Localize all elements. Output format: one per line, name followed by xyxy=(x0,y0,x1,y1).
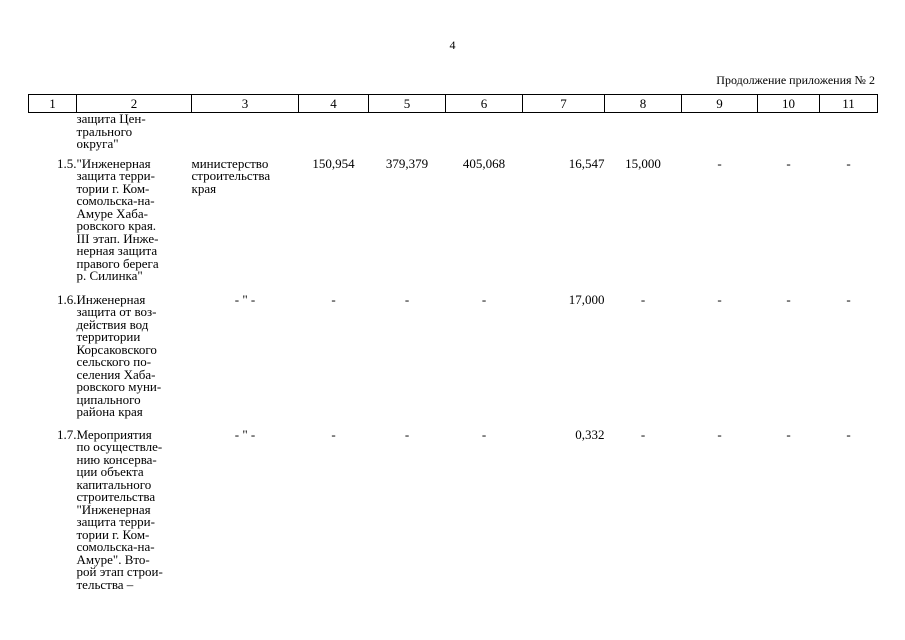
cell-col9: - xyxy=(717,291,722,307)
table-row xyxy=(29,429,878,592)
row-name: Мероприятия по осуществле- нию консерва- ции объекта капитального строительства "Инженерная защита терри- тории г. Ком- сомольска-на- Амуре". Вто- рой этап строи- тельства – xyxy=(76,426,163,592)
cell-col4: - xyxy=(331,426,336,442)
cell-col8: - xyxy=(640,426,646,442)
header-row xyxy=(29,95,878,113)
table-row xyxy=(29,158,878,294)
cell-col8: 15,000 xyxy=(625,155,661,171)
cell-col10: - xyxy=(786,426,791,442)
cell-col6: - xyxy=(481,426,487,442)
col-header-8: 8 xyxy=(605,95,682,113)
row-responsible: - " - xyxy=(234,426,256,442)
cell-col5: - xyxy=(404,291,410,307)
row-number: 1.6. xyxy=(57,291,77,307)
row-number: 1.7. xyxy=(57,426,77,442)
budget-table xyxy=(28,94,878,591)
col-header-2: 2 xyxy=(77,95,192,113)
cell-col9: - xyxy=(717,155,722,171)
cell-col11: - xyxy=(846,426,851,442)
cell-col4: - xyxy=(331,291,336,307)
cell-col5: 379,379 xyxy=(385,155,429,171)
cell-col6: - xyxy=(481,291,487,307)
row-name: Инженерная защита от воз- действия вод территории Корсаковского сельского по- селения Хаба- ровского муни- ципального района края xyxy=(76,291,162,419)
cell-col10: - xyxy=(786,155,791,171)
col-header-6: 6 xyxy=(446,95,523,113)
cell-col8: - xyxy=(640,291,646,307)
table-row xyxy=(29,294,878,429)
page-number: 4 xyxy=(449,38,456,52)
col-header-5: 5 xyxy=(369,95,446,113)
table-row-continued xyxy=(29,113,878,158)
col-header-3: 3 xyxy=(192,95,299,113)
col-header-1: 1 xyxy=(29,95,77,113)
cell-col7: 0,332 xyxy=(575,426,605,442)
cell-col4: 150,954 xyxy=(312,155,355,171)
row-responsible: министерство строительства края xyxy=(191,155,271,196)
cell-col7: 17,000 xyxy=(568,291,605,307)
continuation-label: Продолжение приложения № 2 xyxy=(716,73,875,87)
cell-col11: - xyxy=(846,291,851,307)
col-header-7: 7 xyxy=(523,95,605,113)
col-header-11: 11 xyxy=(820,95,878,113)
row-responsible: - " - xyxy=(234,291,256,307)
col-header-10: 10 xyxy=(758,95,820,113)
row-name: защита Цен- трального округа" xyxy=(76,111,146,151)
cell-col10: - xyxy=(786,291,791,307)
cell-col7: 16,547 xyxy=(568,155,605,171)
cell-col6: 405,068 xyxy=(462,155,506,171)
cell-col9: - xyxy=(717,426,722,442)
cell-col5: - xyxy=(404,426,410,442)
row-number: 1.5. xyxy=(57,155,77,171)
cell-col11: - xyxy=(846,155,851,171)
row-name: "Инженерная защита терри- тории г. Ком- сомольска-на- Амуре Хаба- ровского края. III этап. Инже- нерная защита правого берега р. Силинка" xyxy=(76,155,159,283)
col-header-4: 4 xyxy=(299,95,369,113)
col-header-9: 9 xyxy=(682,95,758,113)
